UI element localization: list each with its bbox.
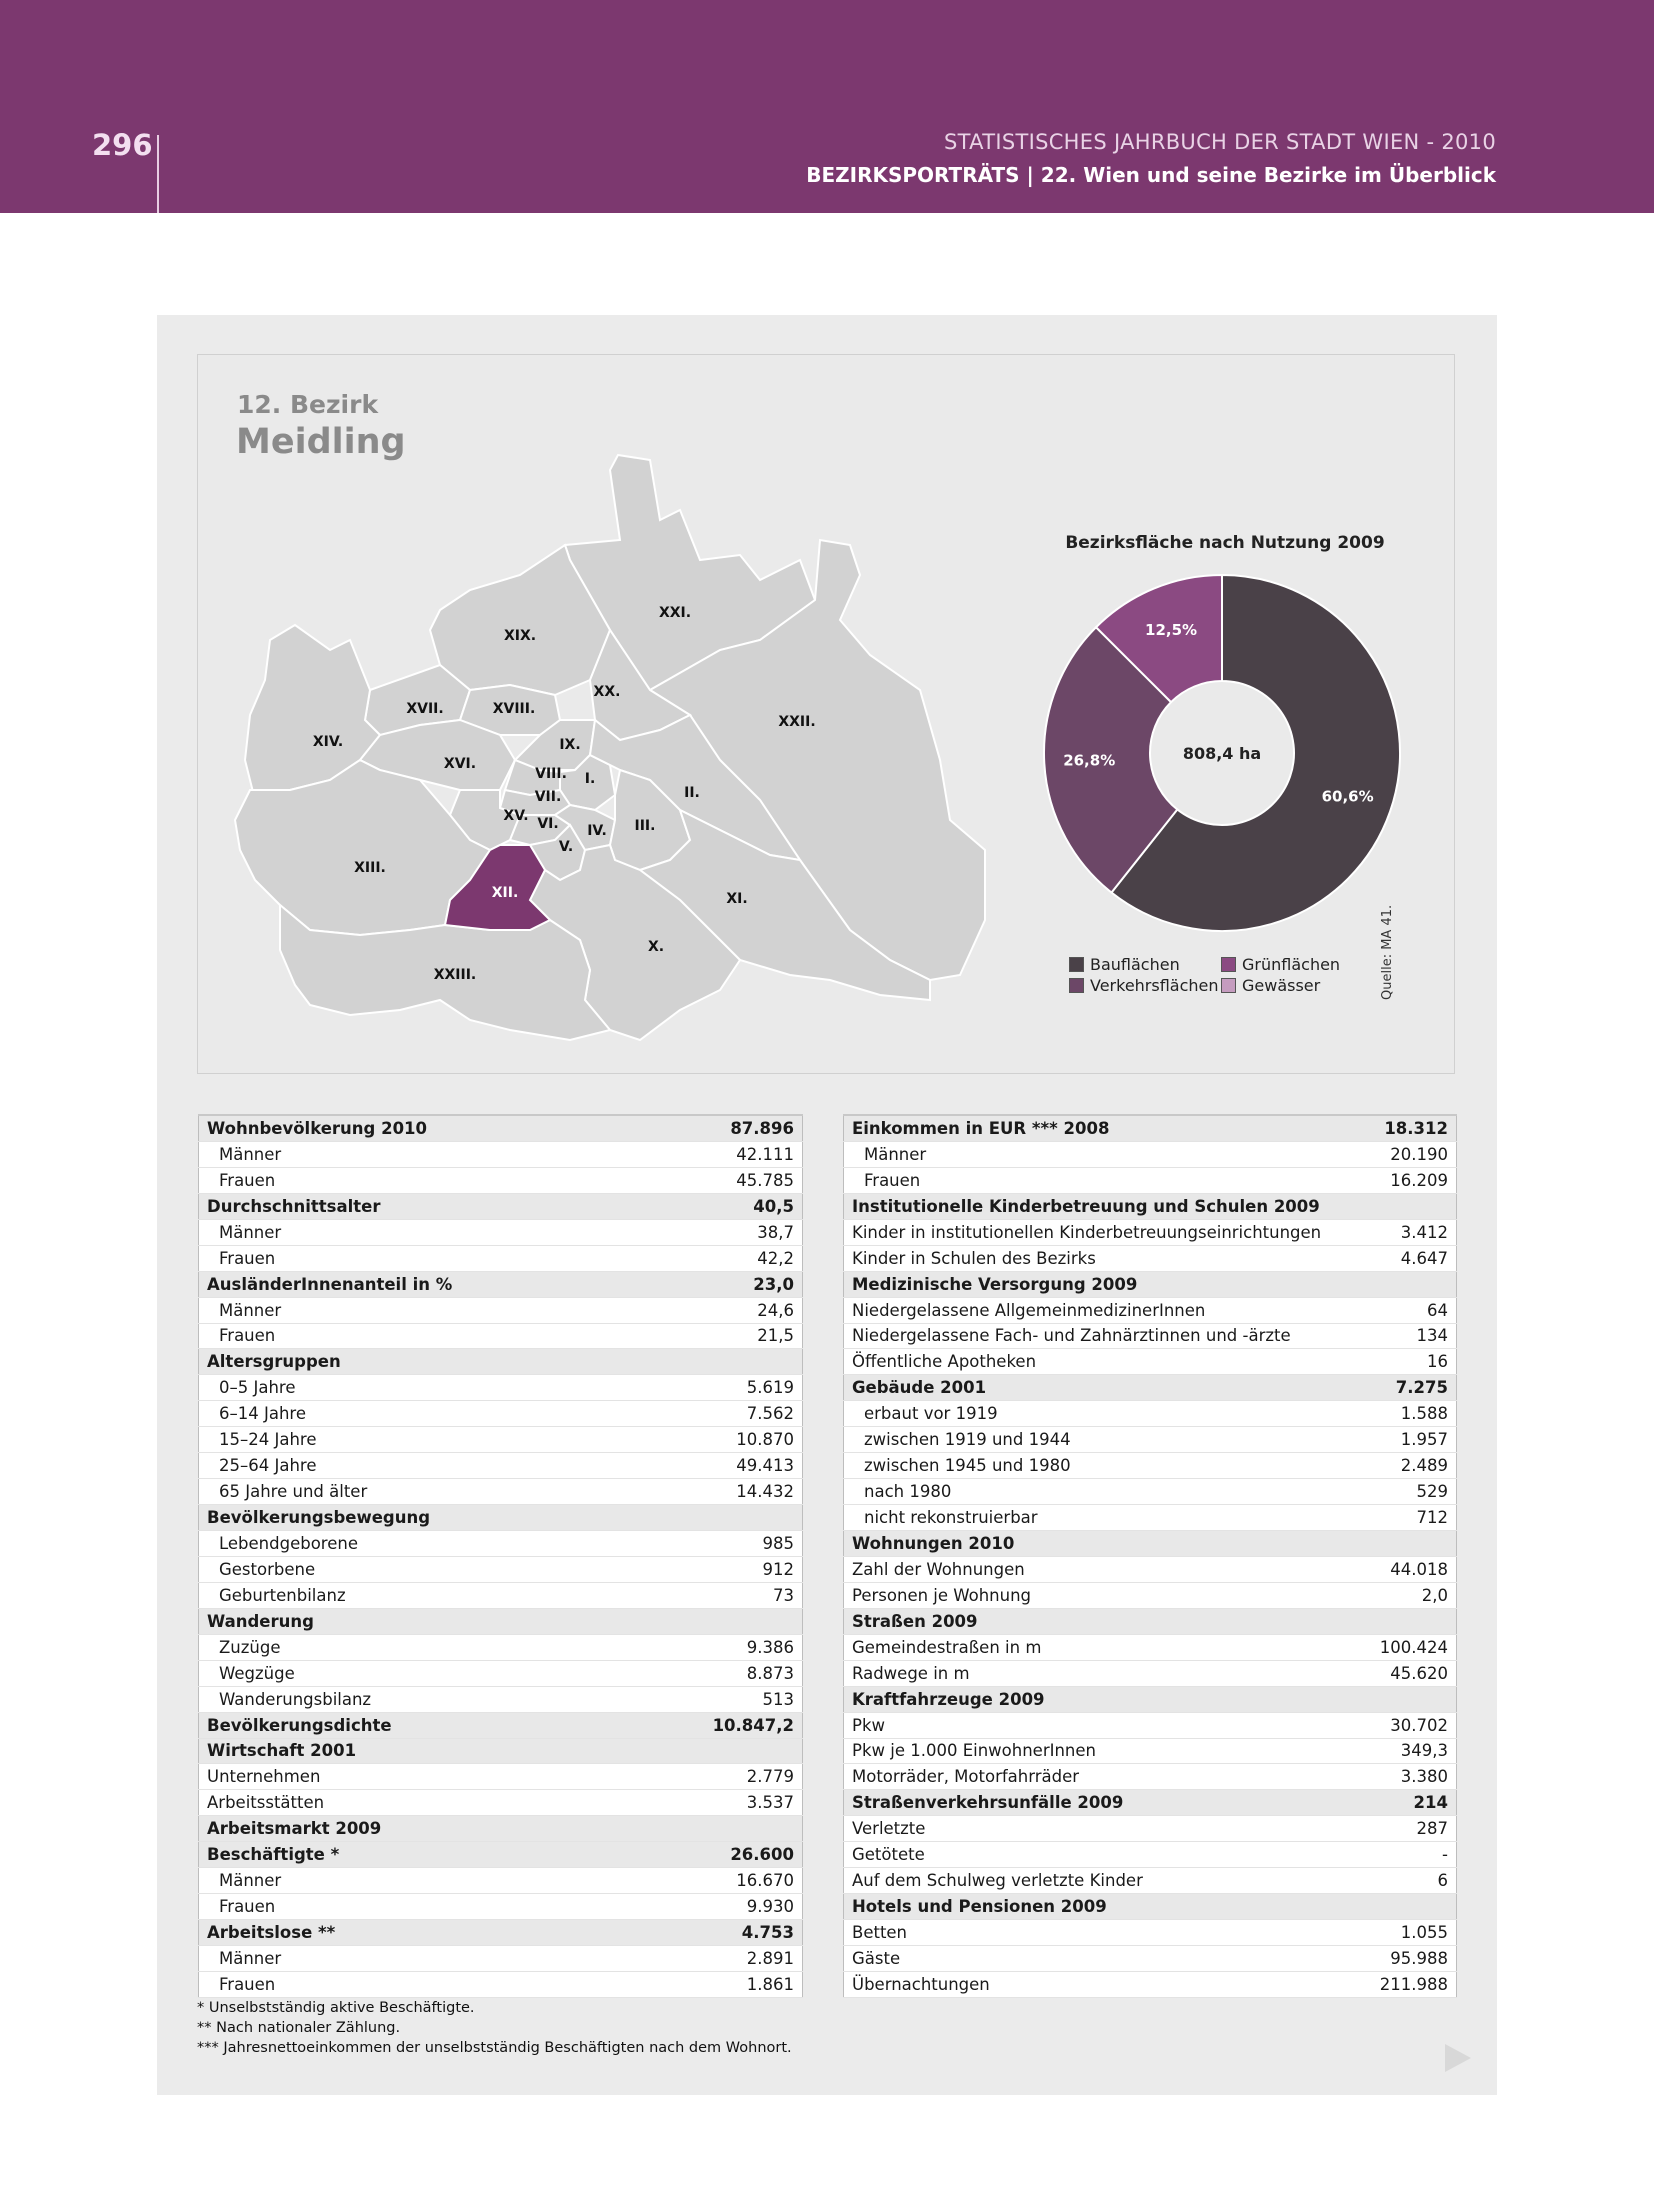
- map-label: XX.: [593, 684, 621, 700]
- table-row: [199, 1193, 803, 1219]
- row-label: Pkw je 1.000 EinwohnerInnen: [844, 1738, 1347, 1764]
- row-value: 2,0: [1347, 1582, 1457, 1608]
- table-row: [844, 1660, 1457, 1686]
- table-row: [844, 1375, 1457, 1401]
- legend-swatch: [1221, 957, 1236, 972]
- row-label: Bevölkerungsbewegung: [199, 1505, 679, 1531]
- row-label: Wanderungsbilanz: [199, 1686, 679, 1712]
- table-row: [199, 1920, 803, 1946]
- table-row: [844, 1349, 1457, 1375]
- map-label: III.: [634, 818, 656, 834]
- row-value: 95.988: [1347, 1946, 1457, 1972]
- row-label: Männer: [199, 1141, 679, 1167]
- row-label: Medizinische Versorgung 2009: [844, 1271, 1347, 1297]
- row-label: Arbeitsstätten: [199, 1790, 679, 1816]
- row-value: 134: [1347, 1323, 1457, 1349]
- table-row: [199, 1790, 803, 1816]
- legend-label: Grünflächen: [1242, 955, 1341, 974]
- row-label: Beschäftigte *: [199, 1842, 679, 1868]
- next-page-arrow-icon[interactable]: [1445, 2044, 1471, 2072]
- row-value: 16: [1347, 1349, 1457, 1375]
- row-label: Männer: [199, 1946, 679, 1972]
- map-label: X.: [647, 939, 665, 955]
- table-row: [844, 1323, 1457, 1349]
- table-row: [199, 1245, 803, 1271]
- map-label: XXIII.: [433, 967, 477, 983]
- row-value: [679, 1738, 803, 1764]
- table-row: [199, 1505, 803, 1531]
- legend-label: Verkehrsflächen: [1090, 976, 1219, 995]
- row-label: Gäste: [844, 1946, 1347, 1972]
- table-row: [199, 1401, 803, 1427]
- map-label: IX.: [559, 737, 581, 753]
- table-row: [844, 1712, 1457, 1738]
- table-row: [844, 1271, 1457, 1297]
- row-label: nicht rekonstruierbar: [844, 1505, 1347, 1531]
- row-value: 4.753: [679, 1920, 803, 1946]
- table-row: [844, 1686, 1457, 1712]
- row-label: Geburtenbilanz: [199, 1582, 679, 1608]
- row-label: Straßenverkehrsunfälle 2009: [844, 1790, 1347, 1816]
- table-row: [199, 1297, 803, 1323]
- row-label: Durchschnittsalter: [199, 1193, 679, 1219]
- table-row: [199, 1608, 803, 1634]
- row-value: 2.891: [679, 1946, 803, 1972]
- row-label: Unternehmen: [199, 1764, 679, 1790]
- row-label: Einkommen in EUR *** 2008: [844, 1115, 1347, 1141]
- row-label: Radwege in m: [844, 1660, 1347, 1686]
- row-label: Männer: [199, 1219, 679, 1245]
- row-label: Arbeitsmarkt 2009: [199, 1816, 679, 1842]
- stats-table-right: [843, 1114, 1457, 1998]
- row-label: Öffentliche Apotheken: [844, 1349, 1347, 1375]
- table-row: [844, 1427, 1457, 1453]
- row-label: Hotels und Pensionen 2009: [844, 1894, 1347, 1920]
- donut-slice-label: 26,8%: [1063, 751, 1116, 770]
- table-row: [844, 1842, 1457, 1868]
- row-value: 513: [679, 1686, 803, 1712]
- row-label: Zuzüge: [199, 1634, 679, 1660]
- table-row: [844, 1245, 1457, 1271]
- row-label: Frauen: [199, 1167, 679, 1193]
- map-label: VII.: [534, 789, 562, 805]
- row-value: 9.930: [679, 1894, 803, 1920]
- map-label: XVII.: [406, 701, 444, 717]
- row-label: 15–24 Jahre: [199, 1427, 679, 1453]
- row-value: 20.190: [1347, 1141, 1457, 1167]
- row-value: 73: [679, 1582, 803, 1608]
- row-value: [1347, 1608, 1457, 1634]
- row-value: 7.562: [679, 1401, 803, 1427]
- row-value: [679, 1349, 803, 1375]
- row-value: 214: [1347, 1790, 1457, 1816]
- table-row: [844, 1141, 1457, 1167]
- table-row: [199, 1686, 803, 1712]
- footnote: *** Jahresnettoeinkommen der unselbstständig Beschäftigten nach dem Wohnort.: [197, 2040, 792, 2056]
- row-value: 1.861: [679, 1971, 803, 1997]
- row-label: Frauen: [199, 1971, 679, 1997]
- row-label: Auf dem Schulweg verletzte Kinder: [844, 1868, 1347, 1894]
- table-row: [199, 1349, 803, 1375]
- row-value: 712: [1347, 1505, 1457, 1531]
- legend-item: [1221, 955, 1340, 974]
- table-row: [199, 1660, 803, 1686]
- row-label: Niedergelassene AllgemeinmedizinerInnen: [844, 1297, 1347, 1323]
- table-row: [199, 1764, 803, 1790]
- row-value: [1347, 1193, 1457, 1219]
- table-row: [844, 1816, 1457, 1842]
- legend-swatch: [1069, 957, 1084, 972]
- row-label: Arbeitslose **: [199, 1920, 679, 1946]
- table-row: [199, 1712, 803, 1738]
- row-value: 1.588: [1347, 1401, 1457, 1427]
- row-value: 6: [1347, 1868, 1457, 1894]
- row-label: Männer: [844, 1141, 1347, 1167]
- donut-slice-label: 60,6%: [1321, 787, 1374, 806]
- legend-item: [1069, 955, 1180, 974]
- table-row: [844, 1453, 1457, 1479]
- row-value: 9.386: [679, 1634, 803, 1660]
- row-value: 42,2: [679, 1245, 803, 1271]
- district-number: 12. Bezirk: [237, 390, 379, 419]
- footnotes: [197, 1998, 792, 2058]
- row-value: 1.055: [1347, 1920, 1457, 1946]
- map-label: IV.: [587, 823, 607, 839]
- land-use-donut-chart: [1030, 565, 1450, 945]
- row-value: [1347, 1894, 1457, 1920]
- row-value: 16.209: [1347, 1167, 1457, 1193]
- row-label: Lebendgeborene: [199, 1531, 679, 1557]
- publication-title: STATISTISCHES JAHRBUCH DER STADT WIEN - 2010: [944, 130, 1496, 154]
- table-row: [844, 1219, 1457, 1245]
- row-value: 287: [1347, 1816, 1457, 1842]
- row-value: 38,7: [679, 1219, 803, 1245]
- row-value: 4.647: [1347, 1245, 1457, 1271]
- table-row: [844, 1479, 1457, 1505]
- row-value: [1347, 1531, 1457, 1557]
- chart-title: Bezirksfläche nach Nutzung 2009: [1065, 533, 1385, 553]
- row-label: Betten: [844, 1920, 1347, 1946]
- table-row: [199, 1556, 803, 1582]
- row-value: 5.619: [679, 1375, 803, 1401]
- map-label: XXI.: [658, 605, 692, 621]
- table-row: [844, 1505, 1457, 1531]
- row-value: [679, 1608, 803, 1634]
- legend-label: Gewässer: [1242, 976, 1321, 995]
- row-label: Wegzüge: [199, 1660, 679, 1686]
- row-value: 10.870: [679, 1427, 803, 1453]
- row-value: 985: [679, 1531, 803, 1557]
- row-value: 2.779: [679, 1764, 803, 1790]
- row-label: Kinder in Schulen des Bezirks: [844, 1245, 1347, 1271]
- row-label: Motorräder, Motorfahrräder: [844, 1764, 1347, 1790]
- table-row: [199, 1115, 803, 1141]
- row-value: 45.785: [679, 1167, 803, 1193]
- map-label: XIX.: [503, 628, 537, 644]
- row-label: Altersgruppen: [199, 1349, 679, 1375]
- row-label: zwischen 1945 und 1980: [844, 1453, 1347, 1479]
- table-row: [199, 1271, 803, 1297]
- row-label: erbaut vor 1919: [844, 1401, 1347, 1427]
- row-value: 24,6: [679, 1297, 803, 1323]
- stats-table-left: [198, 1114, 803, 1998]
- row-value: 26.600: [679, 1842, 803, 1868]
- row-value: 7.275: [1347, 1375, 1457, 1401]
- map-label: XXII.: [778, 714, 816, 730]
- page-number: 296: [92, 128, 153, 162]
- legend-item: [1069, 976, 1219, 995]
- row-label: Pkw: [844, 1712, 1347, 1738]
- district-name: Meidling: [236, 422, 406, 462]
- row-value: 100.424: [1347, 1634, 1457, 1660]
- table-row: [199, 1842, 803, 1868]
- legend-label: Bauflächen: [1090, 955, 1180, 974]
- table-row: [199, 1141, 803, 1167]
- table-row: [844, 1946, 1457, 1972]
- map-label: V.: [558, 839, 574, 855]
- row-label: Kinder in institutionellen Kinderbetreuungseinrichtungen: [844, 1219, 1347, 1245]
- table-row: [844, 1790, 1457, 1816]
- row-label: nach 1980: [844, 1479, 1347, 1505]
- map-label: XIII.: [354, 860, 386, 876]
- table-row: [199, 1946, 803, 1972]
- table-row: [844, 1764, 1457, 1790]
- row-label: Wirtschaft 2001: [199, 1738, 679, 1764]
- table-row: [199, 1219, 803, 1245]
- row-label: Frauen: [199, 1245, 679, 1271]
- row-value: 14.432: [679, 1479, 803, 1505]
- table-row: [844, 1738, 1457, 1764]
- table-row: [844, 1297, 1457, 1323]
- row-value: 2.489: [1347, 1453, 1457, 1479]
- row-value: 18.312: [1347, 1115, 1457, 1141]
- row-value: 42.111: [679, 1141, 803, 1167]
- footnote: ** Nach nationaler Zählung.: [197, 2020, 401, 2036]
- donut-slice-label: 12,5%: [1145, 621, 1198, 640]
- map-label: I.: [584, 771, 596, 787]
- row-label: Kraftfahrzeuge 2009: [844, 1686, 1347, 1712]
- row-label: Institutionelle Kinderbetreuung und Schulen 2009: [844, 1193, 1347, 1219]
- row-label: 25–64 Jahre: [199, 1453, 679, 1479]
- table-row: [199, 1816, 803, 1842]
- row-label: Frauen: [199, 1894, 679, 1920]
- row-label: 65 Jahre und älter: [199, 1479, 679, 1505]
- row-value: 45.620: [1347, 1660, 1457, 1686]
- row-label: 6–14 Jahre: [199, 1401, 679, 1427]
- row-value: 8.873: [679, 1660, 803, 1686]
- row-label: Frauen: [199, 1323, 679, 1349]
- table-row: [199, 1894, 803, 1920]
- row-label: Niedergelassene Fach- und Zahnärztinnen und -ärzte: [844, 1323, 1347, 1349]
- row-label: Männer: [199, 1868, 679, 1894]
- map-label: VIII.: [535, 766, 567, 782]
- row-label: Wohnungen 2010: [844, 1531, 1347, 1557]
- row-value: 30.702: [1347, 1712, 1457, 1738]
- row-label: Zahl der Wohnungen: [844, 1556, 1347, 1582]
- row-label: Verletzte: [844, 1816, 1347, 1842]
- row-label: Straßen 2009: [844, 1608, 1347, 1634]
- row-label: Gebäude 2001: [844, 1375, 1347, 1401]
- table-row: [199, 1479, 803, 1505]
- row-value: 40,5: [679, 1193, 803, 1219]
- map-label: VI.: [537, 816, 559, 832]
- table-row: [844, 1868, 1457, 1894]
- row-value: 16.670: [679, 1868, 803, 1894]
- row-value: 349,3: [1347, 1738, 1457, 1764]
- row-value: 49.413: [679, 1453, 803, 1479]
- row-value: 87.896: [679, 1115, 803, 1141]
- row-value: 3.412: [1347, 1219, 1457, 1245]
- row-value: [679, 1816, 803, 1842]
- table-row: [844, 1115, 1457, 1141]
- footnote: * Unselbstständig aktive Beschäftigte.: [197, 2000, 475, 2016]
- table-row: [844, 1971, 1457, 1997]
- row-value: 64: [1347, 1297, 1457, 1323]
- row-value: 3.380: [1347, 1764, 1457, 1790]
- row-label: Frauen: [844, 1167, 1347, 1193]
- row-value: 1.957: [1347, 1427, 1457, 1453]
- row-value: 10.847,2: [679, 1712, 803, 1738]
- row-label: Männer: [199, 1297, 679, 1323]
- table-row: [844, 1401, 1457, 1427]
- table-row: [199, 1531, 803, 1557]
- row-value: 912: [679, 1556, 803, 1582]
- section-title: BEZIRKSPORTRÄTS | 22. Wien und seine Bezirke im Überblick: [806, 163, 1496, 187]
- legend-swatch: [1069, 978, 1084, 993]
- table-row: [199, 1167, 803, 1193]
- map-label: II.: [684, 785, 700, 801]
- row-value: -: [1347, 1842, 1457, 1868]
- row-value: 44.018: [1347, 1556, 1457, 1582]
- row-value: 23,0: [679, 1271, 803, 1297]
- row-value: 21,5: [679, 1323, 803, 1349]
- row-value: [679, 1505, 803, 1531]
- table-row: [844, 1894, 1457, 1920]
- row-label: Übernachtungen: [844, 1971, 1347, 1997]
- table-row: [199, 1868, 803, 1894]
- row-value: 3.537: [679, 1790, 803, 1816]
- donut-center-label: 808,4 ha: [1182, 744, 1262, 763]
- row-label: Gestorbene: [199, 1556, 679, 1582]
- table-row: [199, 1323, 803, 1349]
- map-label: XVI.: [443, 756, 477, 772]
- table-row: [199, 1582, 803, 1608]
- table-row: [844, 1193, 1457, 1219]
- table-row: [844, 1634, 1457, 1660]
- row-label: Bevölkerungsdichte: [199, 1712, 679, 1738]
- table-row: [199, 1453, 803, 1479]
- row-value: [1347, 1271, 1457, 1297]
- row-label: Wohnbevölkerung 2010: [199, 1115, 679, 1141]
- row-label: AusländerInnenanteil in %: [199, 1271, 679, 1297]
- row-label: 0–5 Jahre: [199, 1375, 679, 1401]
- source-note: Quelle: MA 41.: [1380, 904, 1395, 1000]
- legend-item: [1221, 976, 1320, 995]
- row-label: Getötete: [844, 1842, 1347, 1868]
- map-label: XV.: [503, 808, 529, 824]
- table-row: [199, 1634, 803, 1660]
- row-label: Personen je Wohnung: [844, 1582, 1347, 1608]
- row-label: zwischen 1919 und 1944: [844, 1427, 1347, 1453]
- table-row: [844, 1920, 1457, 1946]
- map-label: XII.: [491, 885, 519, 901]
- table-row: [844, 1608, 1457, 1634]
- row-label: Wanderung: [199, 1608, 679, 1634]
- table-row: [199, 1971, 803, 1997]
- row-value: [1347, 1686, 1457, 1712]
- table-row: [199, 1375, 803, 1401]
- map-label: XI.: [726, 891, 748, 907]
- row-label: Gemeindestraßen in m: [844, 1634, 1347, 1660]
- row-value: 211.988: [1347, 1971, 1457, 1997]
- map-label: XVIII.: [492, 701, 536, 717]
- table-row: [844, 1167, 1457, 1193]
- row-value: 529: [1347, 1479, 1457, 1505]
- table-row: [844, 1556, 1457, 1582]
- table-row: [844, 1582, 1457, 1608]
- table-row: [199, 1738, 803, 1764]
- map-label: XIV.: [312, 734, 344, 750]
- legend-swatch: [1221, 978, 1236, 993]
- table-row: [199, 1427, 803, 1453]
- table-row: [844, 1531, 1457, 1557]
